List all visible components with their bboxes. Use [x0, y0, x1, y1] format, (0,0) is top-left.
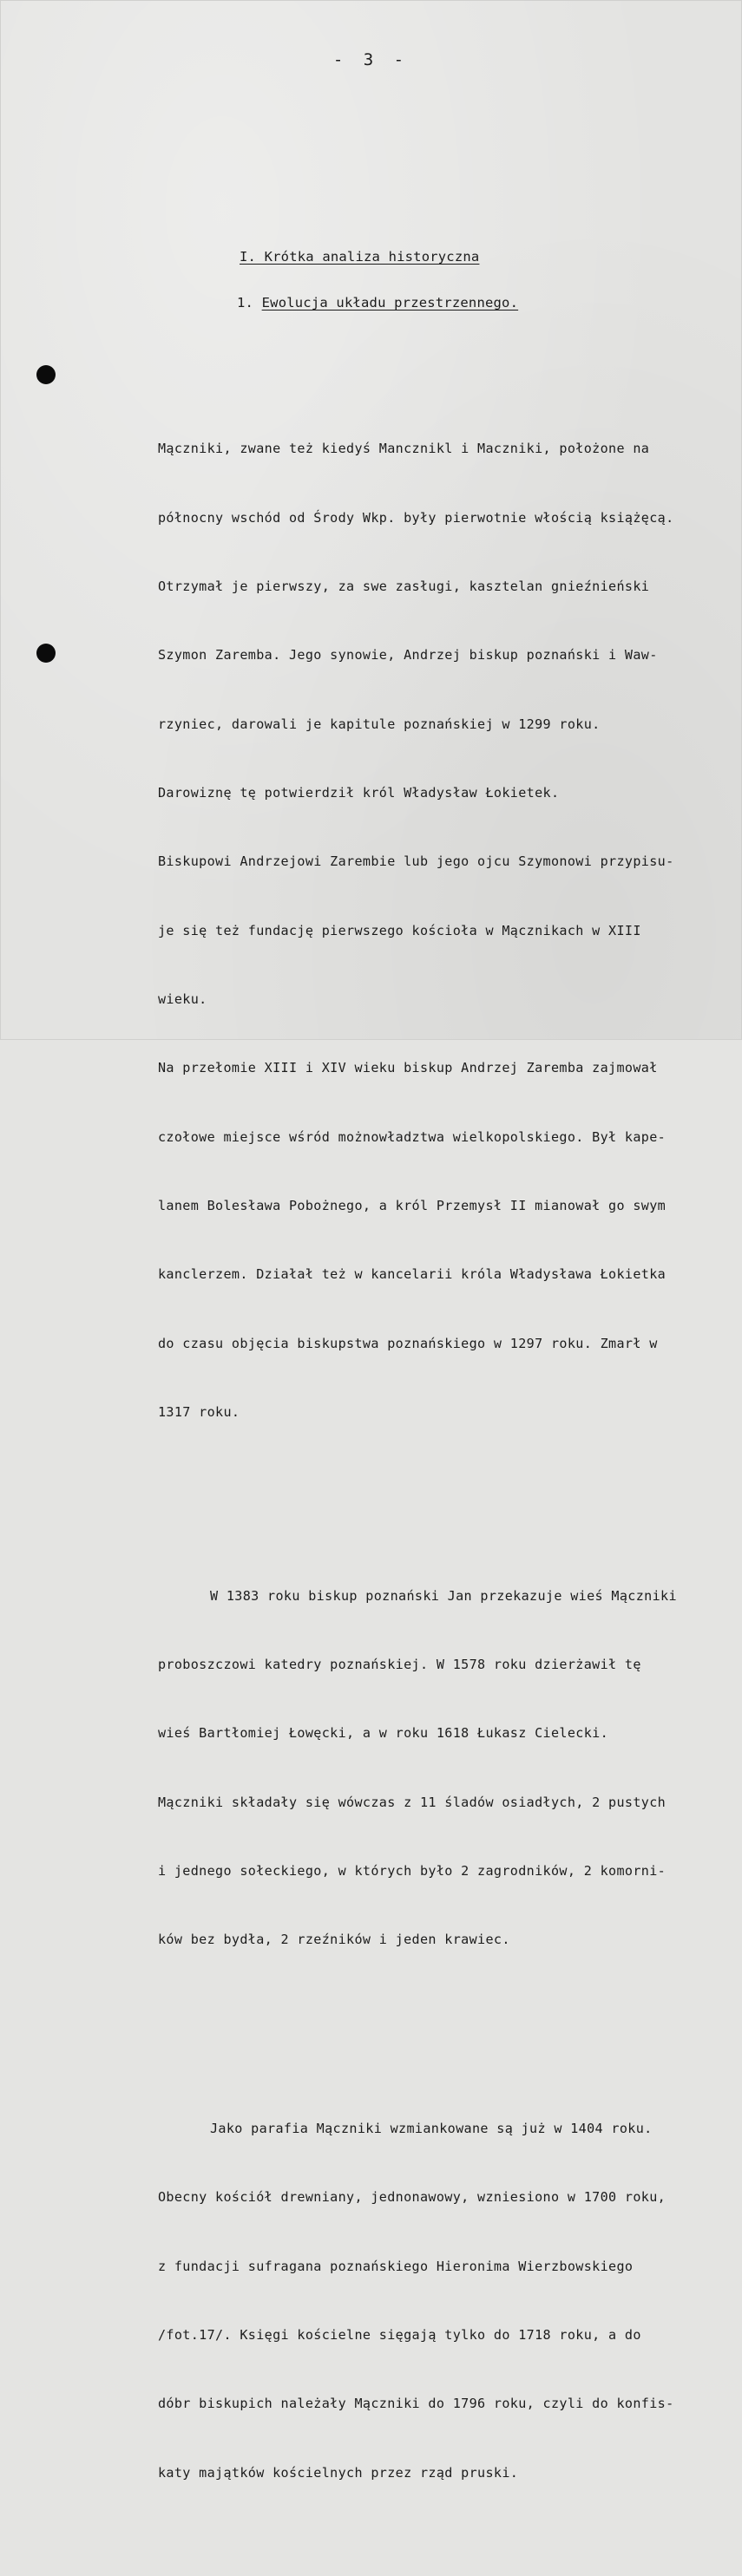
paragraph-2: [158, 1539, 735, 1997]
text-line: Szymon Zaremba. Jego synowie, Andrzej biskup poznański i Waw-: [158, 647, 658, 664]
text-line: ków bez bydła, 2 rzeźników i jeden krawiec.: [158, 1932, 510, 1948]
text-line: /fot.17/. Księgi kościelne sięgają tylko do 1718 roku, a do: [158, 2327, 641, 2344]
text-line: Obecny kościół drewniany, jednonawowy, wzniesiono w 1700 roku,: [158, 2189, 666, 2206]
text-line: Jako parafia Mączniki wzmiankowane są już w 1404 roku.: [210, 2121, 653, 2137]
text-line: je się też fundację pierwszego kościoła w Mącznikach w XIII: [158, 922, 641, 938]
subsection-number: 1.: [237, 295, 254, 311]
text-line: Biskupowi Andrzejowi Zarembie lub jego ojcu Szymonowi przypisu-: [158, 853, 674, 870]
body-text: [158, 323, 735, 2576]
text-line: Darowiznę tę potwierdził król Władysław Łokietek.: [158, 784, 560, 801]
subsection-heading: [237, 295, 518, 311]
text-line: z fundacji sufragana poznańskiego Hieronima Wierzbowskiego: [158, 2258, 634, 2274]
text-line: W 1383 roku biskup poznański Jan przekazuje wieś Mączniki: [210, 1587, 677, 1604]
text-line: proboszczowi katedry poznańskiej. W 1578 roku dzierżawił tę: [158, 1657, 641, 1673]
binder-hole-bottom: [36, 644, 56, 663]
text-line: wieś Bartłomiej Łowęcki, a w roku 1618 Łukasz Cielecki.: [158, 1725, 609, 1742]
text-line: 1317 roku.: [158, 1404, 240, 1421]
subsection-title: Ewolucja układu przestrzennego.: [261, 295, 519, 311]
paragraph-3: [158, 2071, 735, 2530]
text-line: do czasu objęcia biskupstwa poznańskiego w 1297 roku. Zmarł w: [158, 1335, 658, 1351]
section-heading: I. Krótka analiza historyczna: [240, 249, 480, 265]
text-line: wieku.: [158, 991, 207, 1008]
binder-hole-top: [36, 365, 56, 384]
text-line: dóbr biskupich należały Mączniki do 1796 roku, czyli do konfis-: [158, 2396, 674, 2412]
paragraph-1: [158, 391, 735, 1469]
text-line: kanclerzem. Działał też w kancelarii króla Władysława Łokietka: [158, 1266, 666, 1283]
text-line: Mączniki, zwane też kiedyś Mancznikl i Maczniki, położone na: [158, 441, 650, 457]
page-number: - 3 -: [332, 50, 410, 69]
text-line: rzyniec, darowali je kapitule poznańskiej w 1299 roku.: [158, 716, 601, 732]
text-line: czołowe miejsce wśród możnowładztwa wielkopolskiego. Był kape-: [158, 1128, 666, 1145]
text-line: lanem Bolesława Pobożnego, a król Przemysł II mianował go swym: [158, 1198, 666, 1214]
text-line: Na przełomie XIII i XIV wieku biskup Andrzej Zaremba zajmował: [158, 1060, 658, 1076]
text-line: i jednego sołeckiego, w których było 2 zagrodników, 2 komorni-: [158, 1863, 666, 1880]
text-line: północny wschód od Środy Wkp. były pierwotnie włością książęcą.: [158, 509, 674, 526]
text-line: Mączniki składały się wówczas z 11 śladów osiadłych, 2 pustych: [158, 1794, 666, 1810]
text-line: katy majątków kościelnych przez rząd pruski.: [158, 2464, 519, 2481]
text-line: Otrzymał je pierwszy, za swe zasługi, kasztelan gnieźnieński: [158, 578, 650, 594]
